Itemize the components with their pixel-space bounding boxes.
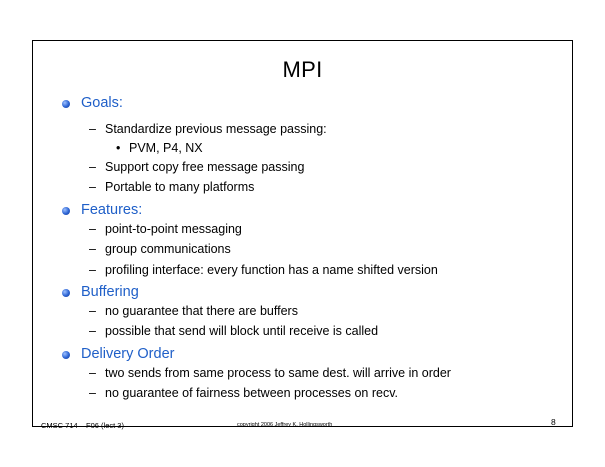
dash-marker: – <box>89 160 96 174</box>
list-item: Portable to many platforms <box>105 180 255 194</box>
dash-marker: – <box>89 366 96 380</box>
dash-marker: – <box>89 180 96 194</box>
section-heading-buffering: Buffering <box>81 284 139 300</box>
slide-title: MPI <box>282 57 323 82</box>
footer-copyright: copyright 2006 Jeffrey K. Hollingsworth <box>237 422 333 428</box>
bullet-icon <box>62 289 70 297</box>
list-item: PVM, P4, NX <box>129 141 203 155</box>
footer-course: CMSC 714 – F06 (lect 3) <box>41 421 124 430</box>
list-item: no guarantee of fairness between processes on recv. <box>105 386 398 400</box>
dash-marker: – <box>89 263 96 277</box>
page-number: 8 <box>551 417 556 427</box>
dash-marker: – <box>89 122 96 136</box>
section-heading-goals: Goals: <box>81 95 123 111</box>
section-heading-features: Features: <box>81 202 143 218</box>
list-item: no guarantee that there are buffers <box>105 304 298 318</box>
list-item: profiling interface: every function has a name shifted version <box>105 263 438 277</box>
dash-marker: – <box>89 386 96 400</box>
dash-marker: – <box>89 222 96 236</box>
list-item: Support copy free message passing <box>105 160 305 174</box>
bullet-icon <box>62 100 70 108</box>
bullet-icon <box>62 207 70 215</box>
list-item: point-to-point messaging <box>105 222 242 236</box>
dash-marker: – <box>89 242 96 256</box>
sub-bullet-marker: • <box>116 141 121 155</box>
dash-marker: – <box>89 304 96 318</box>
bullet-icon <box>62 351 70 359</box>
section-heading-delivery-order: Delivery Order <box>81 346 175 362</box>
list-item: two sends from same process to same dest. will arrive in order <box>105 366 451 380</box>
dash-marker: – <box>89 324 96 338</box>
list-item: Standardize previous message passing: <box>105 122 327 136</box>
list-item: possible that send will block until receive is called <box>105 324 379 338</box>
list-item: group communications <box>105 242 231 256</box>
